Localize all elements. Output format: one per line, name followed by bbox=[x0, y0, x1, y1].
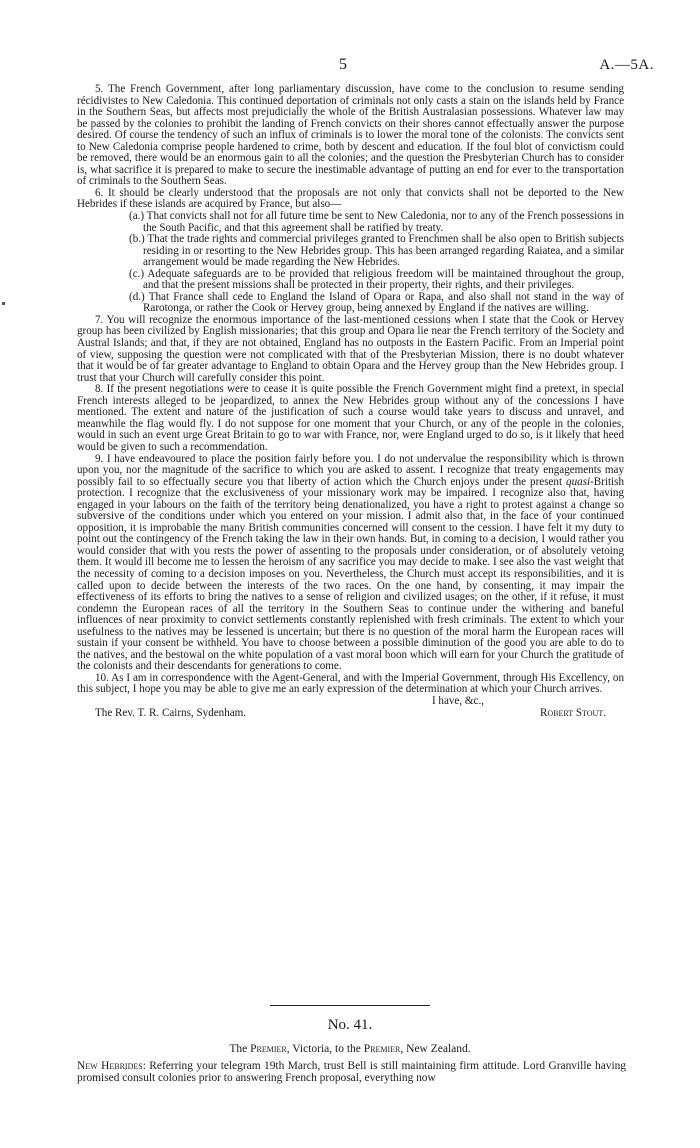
quasi-emphasis: quasi bbox=[566, 475, 591, 488]
paragraph-6d: (d.) That France shall cede to England the Island of Opara or Rapa, and also shall not stand in the way of Rarotonga, or rather the Cook or Hervey group, being annexed by England if the natives are willing. bbox=[129, 290, 624, 315]
salutation-line bbox=[77, 696, 624, 708]
signature: Robert Stout. bbox=[539, 706, 606, 719]
paragraph-6a: (a.) That convicts shall not for all future time be sent to New Caledonia, nor to any of the French possessions in the South Pacific, and that this agreement shall be ratified by treaty. bbox=[129, 210, 624, 234]
recipient-title: Premier bbox=[363, 1043, 401, 1055]
telegram-subject: New Hebrides bbox=[77, 1060, 143, 1072]
paragraph-9 bbox=[77, 454, 624, 673]
telegram-message: : Referring your telegram 19th March, trust Bell is still maintaining firm attitude. Lord Granville having promised consult colonies prior to answering French proposal, everything now bbox=[77, 1060, 626, 1084]
section-divider bbox=[270, 1005, 430, 1006]
heading-mid: , Victoria, to the bbox=[286, 1043, 364, 1055]
margin-mark bbox=[2, 302, 5, 305]
paragraph-7: 7. You will recognize the enormous importance of the last-mentioned cessions when I state that the Cook or Hervey group has been civilized by English missionaries; that this group and Opara lie near the French territory of the Society and Austral Islands; and that, if they are not obtained, England has no outposts in the Eastern Pacific. From an Imperial point of view, supposing the question were not complicated with that of the Presbyterian Mission, there is no doubt whatever that it would be of far greater advantage to England to obtain Opara and the Hervey group than the New Hebrides group. I trust that your Church will carefully consider this point. bbox=[77, 313, 624, 384]
paragraph-9-part-1: 9. I have endeavoured to place the position fairly before you. I do not undervalue the responsibility which is thrown upon you, nor the magnitude of the sacrifice to which you are asked to assent. I recognize that treaty engagements may possibly fail to so effectually secure you that liberty of action which the Church enjoys under the present bbox=[77, 452, 624, 488]
telegram-heading bbox=[0, 1043, 700, 1055]
telegram-body bbox=[77, 1060, 626, 1084]
telegram-text bbox=[77, 1060, 626, 1084]
document-number-heading: No. 41. bbox=[327, 1017, 373, 1033]
paragraph-10: 10. As I am in correspondence with the Agent-General, and with the Imperial Government, through His Excellency, on this subject, I hope you may be able to give me an early expression of the determination at which your Church arrives. bbox=[77, 671, 624, 696]
page-header bbox=[0, 56, 700, 76]
heading-pre: The bbox=[229, 1043, 251, 1055]
paragraph-6: 6. It should be clearly understood that the proposals are not only that convicts shall not be deported to the New Hebrides if these islands are acquired by France, but also— bbox=[77, 186, 624, 211]
document-reference: A.—5A. bbox=[599, 57, 654, 73]
paragraph-8: 8. If the present negotiations were to cease it is quite possible the French Government might find a pretext, in special French interests alleged to be jeopardized, to annex the New Hebrides group without any of the concessions I have mentioned. The extent and nature of the justification of such a course would take years to discuss and unravel, and meanwhile the flag would fly. I do not suppose for one moment that your Church, or any of the people in the colonies, would in such an event urge Great Britain to go to war with France, nor, were England urged to do so, is it likely that heed would be given to such a recommendation. bbox=[77, 383, 624, 453]
heading-post: , New Zealand. bbox=[400, 1043, 471, 1055]
paragraph-6c: (c.) Adequate safeguards are to be provided that religious freedom will be maintained throughout the group, and that the present missions shall be protected in their property, their rights, and their privileges. bbox=[129, 267, 624, 292]
sender-title: Premier bbox=[250, 1043, 287, 1055]
signature-line bbox=[77, 708, 624, 720]
salutation: I have, &c., bbox=[431, 694, 484, 707]
paragraph-9-part-2: -British protection. I recognize that the exclusiveness of your missionary work may be impaired. I recognize also that, having engaged in your labours on the faith of the territory being denationalized, you have a right to protest against a change so subversive of the conditions under which you entered on your mission. I admit also that, in the face of your continued opposition, it is improbable the many British communities concerned will consent to the cession. I have felt it my duty to point out the contingency of the French taking the law in their own hands. But, in coming to a decision, I would rather you would consider that with you rests the power of assenting to the proposals under consideration, or of absolutely vetoing them. It would ill become me to lessen the heroism of any sacrifice you may decide to make. I see also the vast weight that the necessity of coming to a decision imposes on you. Nevertheless, the Church must accept its responsibilities, and it is called upon to decide between the interests of the two races. On the one hand, by consenting, it may impair the effectiveness of its efforts to bring the natives to a sense of religion and civilized usages; on the other, if it refuse, it must condemn the European races of all the territory in the Southern Seas to continue under the withering and baneful influences of near proximity to convict settlements constantly replenished with fresh criminals. The extent to which your usefulness to the natives may be lessened is uncertain; but there is no question of the moral harm the European races will sustain if your consent be withheld. You have to choose between a possible diminution of the good you are able to do to the natives, and the bestowal on the white population of a vast moral boon which will earn for your Church the gratitude of the colonists and their descendants for generations to come. bbox=[77, 475, 624, 673]
page-number: 5 bbox=[339, 56, 347, 73]
paragraph-5: 5. The French Government, after long parliamentary discussion, have come to the conclusion to resume sending récidivistes to New Caledonia. This continued deportation of criminals not only casts a stain on the islands held by France in the Southern Seas, but affects most prejudicially the whole of the British Australasian possessions. Whatever law may be passed by the colonies to prohibit the landing of French convicts on their shores cannot effectually answer the purpose desired. Of course the tendency of such an influx of criminals is to lower the moral tone of the colonists. The convicts sent to New Caledonia comprise people hardened to crime, both by descent and education. If the foul blot of convictism could be removed, there would be an enormous gain to all the colonies; and the question the Presbyterian Church has to consider is, what sacrifice it is prepared to make to secure the inestimable advantage of putting an end for ever to the transportation of criminals to the Southern Seas. bbox=[77, 83, 624, 188]
addressee: The Rev. T. R. Cairns, Sydenham. bbox=[95, 706, 247, 719]
paragraph-6b: (b.) That the trade rights and commercial privileges granted to Frenchmen shall be also open to British subjects residing in or resorting to the New Hebrides group. This has been arranged regarding Raiatea, and a similar arrangement would be made regarding the New Hebrides. bbox=[129, 233, 624, 269]
letter-body bbox=[77, 84, 624, 719]
